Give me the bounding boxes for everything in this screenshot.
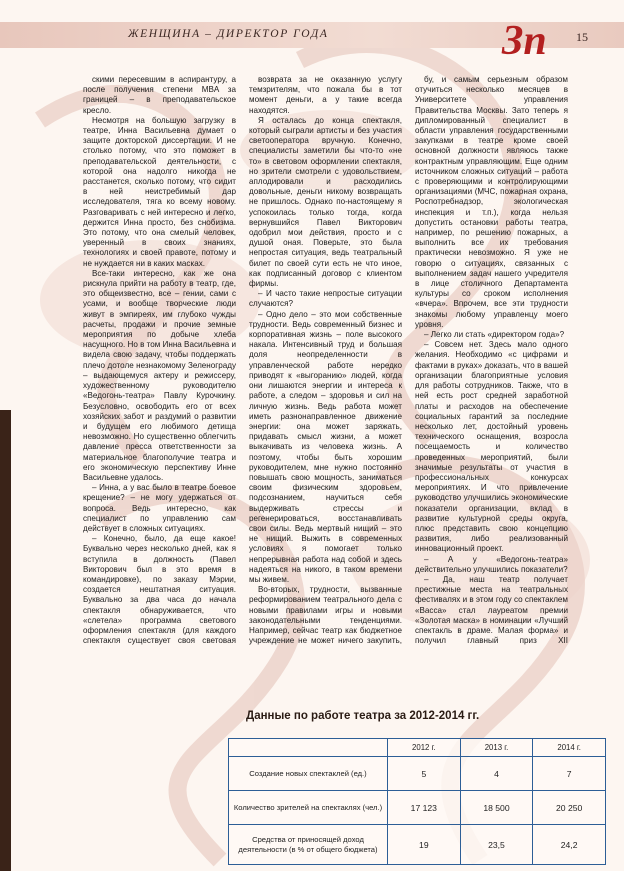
table-row bbox=[229, 791, 606, 825]
table-row bbox=[229, 757, 606, 791]
table-cell: 4 bbox=[460, 757, 533, 791]
page-number: 15 bbox=[576, 30, 588, 44]
table-title: Данные по работе театра за 2012-2014 гг. bbox=[246, 710, 480, 722]
paragraph: – Да, наш театр получает престижные места на театральных фестивалях и в этом году со спектаклем «Васса» стал лауреатом премии «Золотая маска» в номинации «Лучший спектакль в драме. Малая форма» и получил главный приз XII bbox=[415, 574, 568, 645]
table-cell: 19 bbox=[388, 825, 461, 865]
paragraph: скими пересевшим в аспирантуру, а после получения степени MBA за границей – в преподавательское кресло. bbox=[83, 75, 236, 115]
paragraph: – Легко ли стать «директором года»? bbox=[424, 330, 565, 340]
paragraph: – Одно дело – это мои собственные трудности. Ведь современный бизнес и корпоративная жизнь – поле высокого накала. Интенсивный труд и большая доля неопределенности в управленческой работе нередко приводят к «выгоранию» людей, когда они лишаются энергии и интереса к работе, а следом – здоровья и сил на личную жизнь. Ведь работа может иметь разнонаправленное движение энергии: она может заряжать, придавать смысл жизни, а может выкачивать из человека жизнь. А поэтому, чтобы быть хорошим руководителем, мне нужно постоянно повышать свою мощность, заниматься своим физическим здоровьем, подсознанием, научиться себя выдерживать стрессы и регенерироваться, восстанавливать свои силы. Ведь мертвый нищий – это не нищий. Выжить в современных условиях я помогает только непрерывная работа над собой и здесь надеяться на никого, в таком времени мы живем. bbox=[249, 309, 402, 584]
paragraph: Несмотря на большую загрузку в театре, Инна Васильевна думает о защите докторской диссертации. И не столько потому, что это поможет в преподавательской деятельности, с которой она надолго никогда не расстанется, сколько потому, что сидит в ней неистребимый дар исследователя, тяга ко всему новому. Разговаривать с ней интересно и легко, держится Инна просто, без снобизма. Это потому, что она смелый человек, уверенный в своих знаниях, технологиях и своей правоте, потому и не нуждается ни в каких масках. bbox=[83, 115, 236, 268]
table-header-year: 2014 г. bbox=[533, 739, 606, 757]
table-cell: 5 bbox=[388, 757, 461, 791]
paragraph: – А у «Ведогонь-театра» действительно улучшились показатели? bbox=[415, 554, 568, 574]
paragraph: бу, и самым серьезным образом отучиться несколько месяцев в Университете управления Правительства Москвы. Зато теперь я дипломированный специалист в области управления государственными закупками в театре кроме своей основной должности являюсь также контрактным управляющим. Еще одним источником сложных ситуаций – работа с проверяющими и контролирующими организациями (МЧС, пожарная охрана, Роспотребнадзор, экологическая инспекция и т.п.), когда нельзя допустить остановки работы театра, например, по решению пожарных, а выполнить все их требования практически невозможно. Я уже не говорю о ситуациях, связанных с выполнением задач нашего учредителя в лице столичного Департамента культуры со сроком исполнения «вчера». Впрочем, все эти трудности знакомы любому управленцу моего уровня. bbox=[415, 75, 568, 329]
theatre-stats-table bbox=[228, 738, 606, 865]
paragraph: Все-таки интересно, как же она рискнула прийти на работу в театр, где, это общеизвестно, все – гении, сами с усами, и вообще творческие люди живут в эмпиреях, им глубоко чужды расчеты, продажи и прочие земные мероприятия по добыче хлеба насущного. Но в том Инна Васильевна и видела свою задачу, чтобы поддержать плечо дотоле незнакомому Зеленограду – выдающемуся актеру и режиссеру, художественному руководителю «Ведогонь-театра» Павлу Курочкину. Безусловно, освободить его от всех хозяйских забот и раздумий о развитии и будущем его любимого детища невозможно. Но существенно облегчить давление пресса ответственности за материальное благополучие театра и его экономическую перспективу Инне Васильевне удалось. bbox=[83, 268, 236, 482]
row-label: Количество зрителей на спектаклях (чел.) bbox=[229, 791, 388, 825]
row-label: Средства от приносящей доход деятельности (в % от общего бюджета) bbox=[229, 825, 388, 865]
table-row bbox=[229, 825, 606, 865]
paragraph: – Конечно, было, да еще какое! Буквально через несколько дней, как я вступила в должность (Павел Викторович был в это время в командировке), по заказу Мэрии, создается нештатная ситуация. Буквально за два часа до начала спектакля обнаруживается, что «слетела» программа светового оформления спектакля (для каждого спектакля существует своя световая bbox=[83, 534, 236, 645]
table-header-year: 2012 г. bbox=[388, 739, 461, 757]
paragraph: Я осталась до конца спектакля, который сыграли артисты и без участия светооператора вручную. Конечно, специалисты заметили бы что-то «не то» в световом оформлении спектакля, но зрители смотрели с удовольствием, аплодировали и расходились довольные, деньги никому возвращать не пришлось. Однако по-настоящему я успокоилась только тогда, когда вернувшийся Павел Викторович одобрил мои действия, просто и с душой оная. Поверьте, это была непростая ситуация, ведь театральный билет по своей сути есть не что иное, как подписанный договор с клиентом фирмы. bbox=[249, 115, 402, 289]
table-header-row bbox=[229, 739, 606, 757]
table-cell: 20 250 bbox=[533, 791, 606, 825]
page-header bbox=[0, 0, 624, 74]
svg-text:Зп: Зп bbox=[502, 18, 547, 64]
table-cell: 7 bbox=[533, 757, 606, 791]
paragraph: – И часто такие непростые ситуации случаются? bbox=[249, 289, 402, 309]
table-cell: 17 123 bbox=[388, 791, 461, 825]
article-column-3 bbox=[415, 75, 568, 645]
table-header-empty bbox=[229, 739, 388, 757]
article-column-1 bbox=[83, 75, 236, 645]
table-header-year: 2013 г. bbox=[460, 739, 533, 757]
paragraph: – Совсем нет. Здесь мало одного желания. Необходимо «с цифрами и фактами в руках» доказать, что в вашей организации благоприятные условия для работы сотрудников. Также, что в ней есть рост средней заработной платы и расходов на обеспечение социальных гарантий за последние несколько лет, достойный уровень технического оснащения, возросла посещаемость и количество проведенных мероприятий, были значимые результаты от участия в профессиональных конкурсах мероприятиях. И что привлечение руководство улучшились экономические показатели организации, вклад в развитие культурной среды округа, плюс представить свою концепцию развития, либо реализованный инновационный проект. bbox=[415, 340, 568, 554]
section-title: ЖЕНЩИНА – ДИРЕКТОР ГОДА bbox=[128, 28, 329, 40]
left-photo-strip bbox=[0, 410, 11, 871]
table-cell: 23,5 bbox=[460, 825, 533, 865]
paragraph: возврата за не оказанную услугу темзрителям, что пожала бы в тот момент деньги, а у такие всегда находятся. bbox=[249, 75, 402, 115]
table-cell: 24,2 bbox=[533, 825, 606, 865]
article-columns bbox=[83, 75, 603, 645]
table-cell: 18 500 bbox=[460, 791, 533, 825]
paragraph: Во-вторых, трудности, вызванные реформированием театрального дела с новыми правилами игры и новыми законодательными тенденциями. Например, сейчас театр как бюджетное учреждение не может ничего закупить, bbox=[249, 585, 402, 645]
paragraph: – Инна, а у вас было в театре боевое крещение? – не могу удержаться от вопроса. Ведь интересно, как специалист по управлению сам действует в сложных ситуациях. bbox=[83, 483, 236, 533]
article-column-2 bbox=[249, 75, 402, 645]
row-label: Создание новых спектаклей (ед.) bbox=[229, 757, 388, 791]
magazine-logo bbox=[500, 10, 558, 66]
